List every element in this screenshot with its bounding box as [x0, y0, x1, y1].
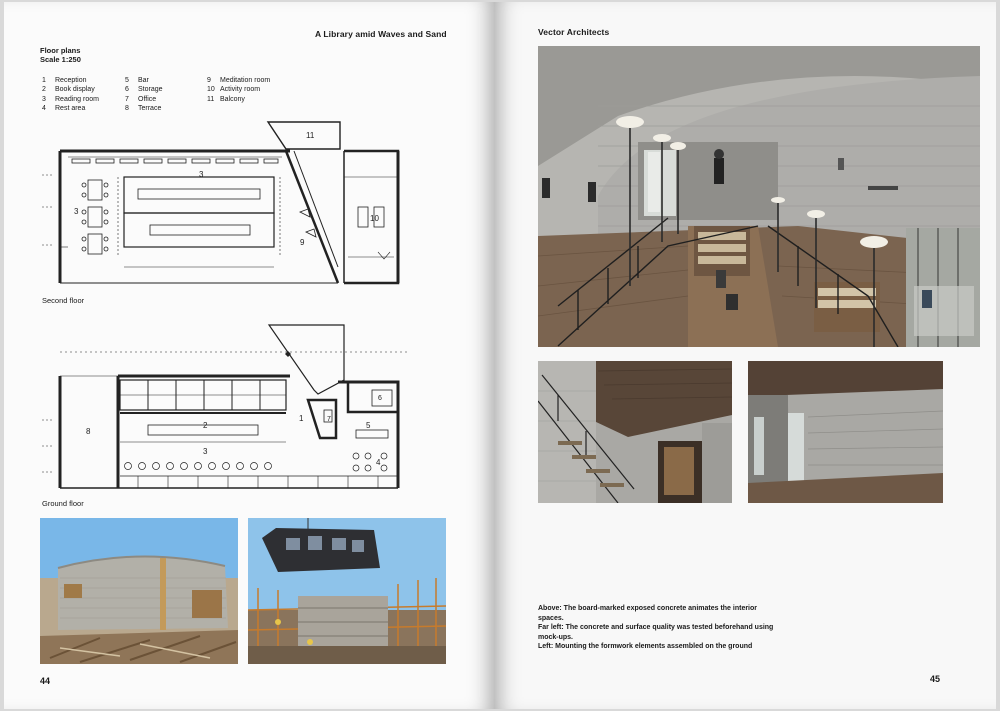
- photo-caption: [538, 604, 778, 652]
- plan-number: 4: [376, 458, 381, 467]
- legend-item: 3 Reading room: [42, 95, 99, 103]
- stair-photo: [538, 361, 732, 503]
- legend-item: 5 Bar: [125, 77, 149, 84]
- legend-item: 11 Balcony: [207, 95, 245, 103]
- legend-column-3: [207, 76, 270, 104]
- plan-number: 3: [199, 170, 204, 179]
- floor-plans-legend-title: [40, 46, 81, 64]
- plan-number: 3: [74, 207, 79, 216]
- formwork-photo: [248, 518, 446, 664]
- legend-item: 10 Activity room: [207, 86, 261, 94]
- running-head-right: Vector Architects: [538, 27, 610, 37]
- corridor-photo: [748, 361, 943, 503]
- magazine-spread: [4, 2, 996, 709]
- balcony-outline: [268, 122, 340, 149]
- legend-item: 8 Terrace: [125, 104, 162, 112]
- plan-number: 1: [299, 414, 304, 423]
- caption-left: Left: Mounting the formwork elements assembled on the ground: [538, 643, 753, 651]
- plan-number: 2: [203, 421, 208, 430]
- legend-scale: Scale 1:250: [40, 55, 81, 64]
- second-floor-label: Second floor: [42, 296, 85, 305]
- second-floor-plan: [38, 117, 410, 289]
- legend-item: 7 Office: [125, 95, 157, 103]
- running-head-left: A Library amid Waves and Sand: [315, 29, 447, 39]
- legend-item: 4 Rest area: [42, 104, 86, 112]
- right-page: [494, 2, 996, 709]
- plan-number: 5: [366, 421, 371, 430]
- legend-column-2: [125, 76, 163, 113]
- page-number-left: 44: [40, 676, 51, 686]
- legend-item: 9 Meditation room: [207, 77, 271, 84]
- plan-number: 6: [378, 395, 382, 402]
- plan-number: 10: [370, 214, 379, 223]
- interior-photo-main: [538, 46, 980, 347]
- caption-above: Above: The board-marked exposed concrete animates the interior spaces.: [538, 605, 758, 622]
- plan-number: 3: [203, 447, 208, 456]
- plan-number: 11: [306, 131, 315, 140]
- plan-number: 7: [327, 416, 331, 423]
- ground-floor-plan: [38, 320, 410, 492]
- ground-floor-label: Ground floor: [42, 499, 84, 508]
- legend-column-1: [42, 76, 99, 113]
- legend-item: 6 Storage: [125, 86, 163, 94]
- mockup-photo: [40, 518, 238, 664]
- legend-item: 2 Book display: [42, 86, 95, 94]
- plan-number: 9: [300, 238, 305, 247]
- legend-title: Floor plans: [40, 46, 81, 55]
- plan-number: 8: [86, 427, 91, 436]
- left-page: [4, 2, 494, 709]
- caption-far-left: Far left: The concrete and surface quality was tested beforehand using mock-ups.: [538, 624, 774, 641]
- page-number-right: 45: [930, 674, 941, 684]
- legend-item: 1 Reception: [42, 77, 87, 84]
